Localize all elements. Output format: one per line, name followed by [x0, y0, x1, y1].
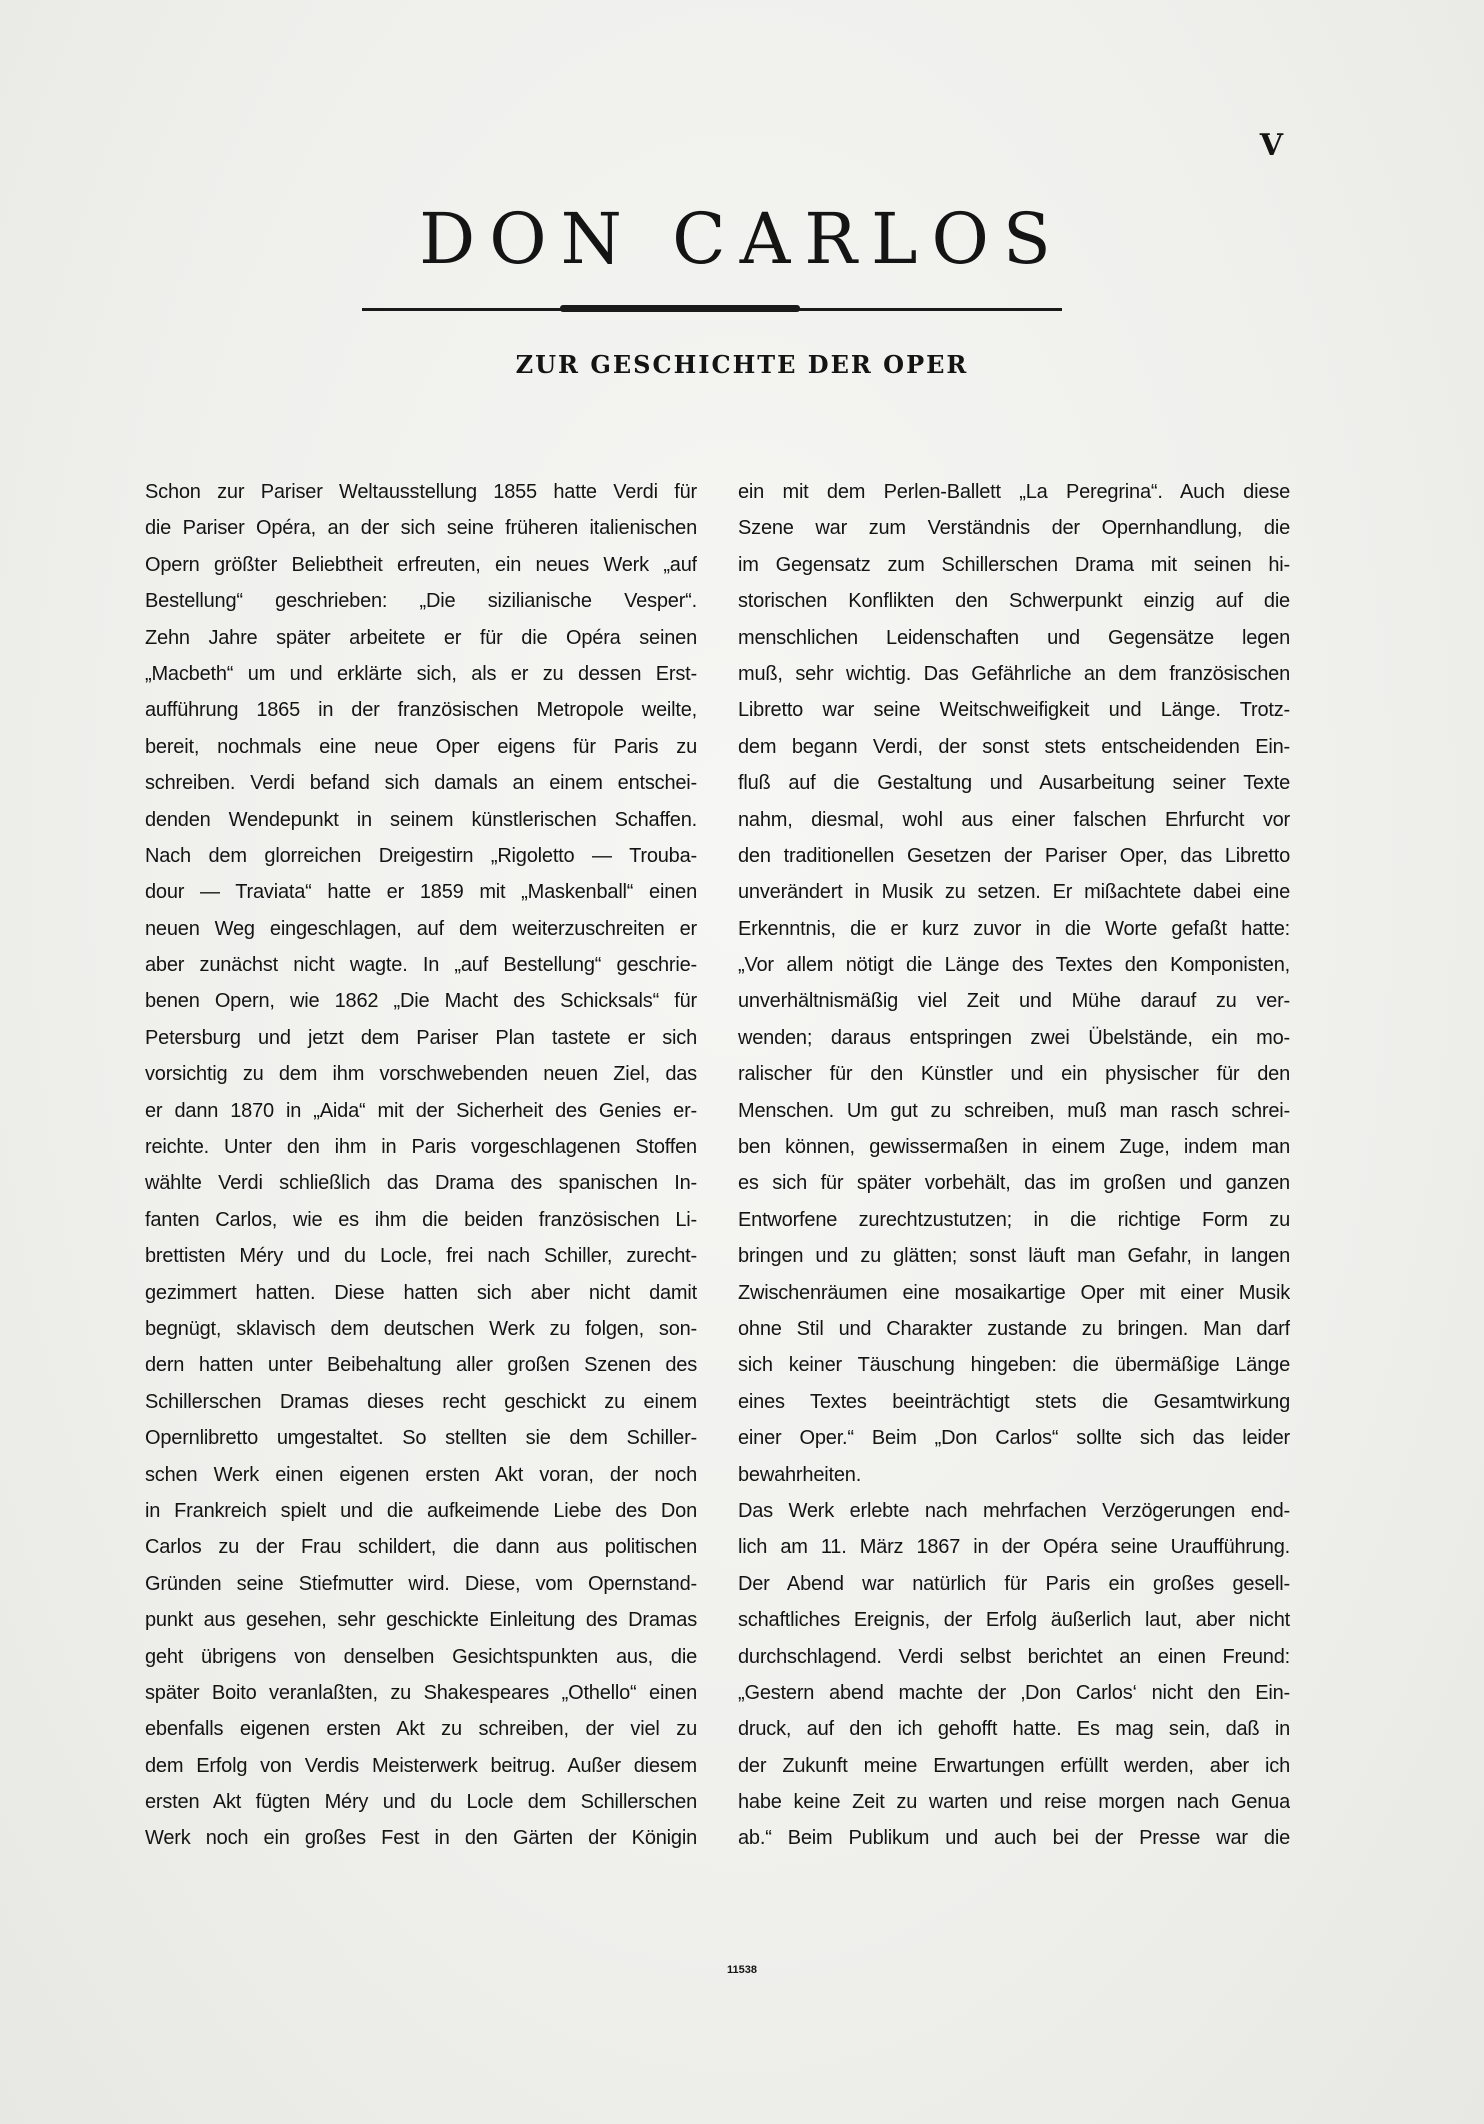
text-line: storischen Konflikten den Schwerpunkt einzig auf die [738, 590, 1290, 613]
right-column [738, 474, 1290, 1857]
text-line: ebenfalls eigenen ersten Akt zu schreiben, der viel zu [145, 1718, 697, 1741]
text-line: gezimmert hatten. Diese hatten sich aber nicht damit [145, 1281, 697, 1304]
text-line: Libretto war seine Weitschweifigkeit und Länge. Trotz- [738, 699, 1290, 722]
text-line: Bestellung“ geschrieben: „Die sizilianische Vesper“. [145, 590, 697, 613]
text-line: Szene war zum Verständnis der Opernhandlung, die [738, 517, 1290, 540]
text-line: schen Werk einen eigenen ersten Akt voran, der noch [145, 1463, 697, 1486]
text-line: lich am 11. März 1867 in der Opéra seine Uraufführung. [738, 1536, 1290, 1559]
text-line: ohne Stil und Charakter zustande zu bringen. Man darf [738, 1317, 1290, 1340]
text-line: die Pariser Opéra, an der sich seine früheren italienischen [145, 517, 697, 540]
text-line: denden Wendepunkt in seinem künstlerischen Schaffen. [145, 808, 697, 831]
text-line: brettisten Méry und du Locle, frei nach Schiller, zurecht- [145, 1245, 697, 1268]
text-line: eines Textes beeinträchtigt stets die Gesamtwirkung [738, 1390, 1290, 1413]
text-line: schaftliches Ereignis, der Erfolg äußerlich laut, aber nicht [738, 1609, 1290, 1632]
text-line: wählte Verdi schließlich das Drama des spanischen In- [145, 1172, 697, 1195]
text-line: dour — Traviata“ hatte er 1859 mit „Maskenball“ einen [145, 881, 697, 904]
text-line: ab.“ Beim Publikum und auch bei der Presse war die [738, 1827, 1290, 1850]
text-line: den traditionellen Gesetzen der Pariser Oper, das Libretto [738, 844, 1290, 867]
text-line: wenden; daraus entspringen zwei Übelstände, ein mo- [738, 1026, 1290, 1049]
text-line: begnügt, sklavisch dem deutschen Werk zu folgen, son- [145, 1317, 697, 1340]
text-line: reichte. Unter den ihm in Paris vorgeschlagenen Stoffen [145, 1136, 697, 1159]
text-line: Opernlibretto umgestaltet. So stellten sie dem Schiller- [145, 1427, 697, 1450]
text-line: Opern größter Beliebtheit erfreuten, ein neues Werk „auf [145, 553, 697, 576]
text-line: der Zukunft meine Erwartungen erfüllt werden, aber ich [738, 1754, 1290, 1777]
text-line: Gründen seine Stiefmutter wird. Diese, vom Opernstand- [145, 1572, 697, 1595]
text-line: Der Abend war natürlich für Paris ein großes gesell- [738, 1572, 1290, 1595]
text-line: unverhältnismäßig viel Zeit und Mühe darauf zu ver- [738, 990, 1290, 1013]
text-line: ein mit dem Perlen-Ballett „La Peregrina“. Auch diese [738, 481, 1290, 503]
text-line: Nach dem glorreichen Dreigestirn „Rigoletto — Trouba- [145, 844, 697, 867]
text-line: Das Werk erlebte nach mehrfachen Verzögerungen end- [738, 1499, 1290, 1522]
text-line: geht übrigens von denselben Gesichtspunkten aus, die [145, 1645, 697, 1668]
text-line: dem begann Verdi, der sonst stets entscheidenden Ein- [738, 735, 1290, 758]
text-line: neuen Weg eingeschlagen, auf dem weiterzuschreiten er [145, 917, 697, 940]
text-line: ersten Akt fügten Méry und du Locle dem Schillerschen [145, 1791, 697, 1814]
text-line: bewahrheiten. [738, 1463, 862, 1486]
text-line: „Macbeth“ um und erklärte sich, als er zu dessen Erst- [145, 662, 697, 685]
text-line: dern hatten unter Beibehaltung aller großen Szenen des [145, 1354, 697, 1377]
text-line: ben können, gewissermaßen in einem Zuge, indem man [738, 1136, 1290, 1159]
text-line: vorsichtig zu dem ihm vorschwebenden neuen Ziel, das [145, 1063, 697, 1086]
text-line: sich keiner Täuschung hingeben: die übermäßige Länge [738, 1354, 1290, 1377]
footer-number: 11538 [727, 1964, 757, 1976]
text-line: Zehn Jahre später arbeitete er für die Opéra seinen [145, 626, 697, 649]
text-line: benen Opern, wie 1862 „Die Macht des Schicksals“ für [145, 990, 697, 1013]
section-subtitle: ZUR GESCHICHTE DER OPER [515, 350, 969, 379]
text-line: druck, auf den ich gehofft hatte. Es mag sein, daß in [738, 1718, 1290, 1741]
text-line: durchschlagend. Verdi selbst berichtet an einen Freund: [738, 1645, 1290, 1668]
text-line: einer Oper.“ Beim „Don Carlos“ sollte sich das leider [738, 1427, 1290, 1450]
text-line: Schon zur Pariser Weltausstellung 1855 hatte Verdi für [145, 481, 697, 503]
text-line: Carlos zu der Frau schildert, die dann aus politischen [145, 1536, 697, 1559]
text-line: unverändert in Musik zu setzen. Er mißachtete dabei eine [738, 881, 1290, 904]
text-line: aufführung 1865 in der französischen Metropole weilte, [145, 699, 697, 722]
text-line: dem Erfolg von Verdis Meisterwerk beitrug. Außer diesem [145, 1754, 697, 1777]
title-rule-accent [560, 305, 800, 312]
text-line: Werk noch ein großes Fest in den Gärten der Königin [145, 1827, 697, 1850]
text-line: schreiben. Verdi befand sich damals an einem entschei- [145, 772, 697, 795]
text-line: „Vor allem nötigt die Länge des Textes den Komponisten, [738, 954, 1290, 977]
text-line: fanten Carlos, wie es ihm die beiden französischen Li- [145, 1208, 697, 1231]
text-line: aber zunächst nicht wagte. In „auf Bestellung“ geschrie- [145, 954, 697, 977]
text-line: bereit, nochmals eine neue Oper eigens für Paris zu [145, 735, 697, 758]
text-line: Entworfene zurechtzustutzen; in die richtige Form zu [738, 1208, 1290, 1231]
text-line: Schillerschen Dramas dieses recht geschickt zu einem [145, 1390, 697, 1413]
text-line: nahm, diesmal, wohl aus einer falschen Ehrfurcht vor [738, 808, 1290, 831]
text-line: in Frankreich spielt und die aufkeimende Liebe des Don [145, 1499, 697, 1522]
text-line: es sich für später vorbehält, das im großen und ganzen [738, 1172, 1290, 1195]
text-line: „Gestern abend machte der ‚Don Carlos‘ nicht den Ein- [738, 1681, 1290, 1704]
text-line: habe keine Zeit zu warten und reise morgen nach Genua [738, 1791, 1290, 1814]
text-line: Petersburg und jetzt dem Pariser Plan tastete er sich [145, 1026, 697, 1049]
text-line: muß, sehr wichtig. Das Gefährliche an dem französischen [738, 662, 1290, 685]
text-line: ralischer für den Künstler und ein physischer für den [738, 1063, 1290, 1086]
text-line: Erkenntnis, die er kurz zuvor in die Worte gefaßt hatte: [738, 917, 1290, 940]
left-column [145, 474, 697, 1857]
text-line: menschlichen Leidenschaften und Gegensätze legen [738, 626, 1290, 649]
page-number: V [1259, 128, 1284, 163]
text-line: bringen und zu glätten; sonst läuft man Gefahr, in langen [738, 1245, 1290, 1268]
page-title: DON CARLOS [419, 198, 1065, 280]
text-line: Zwischenräumen eine mosaikartige Oper mit einer Musik [738, 1281, 1290, 1304]
text-line: im Gegensatz zum Schillerschen Drama mit seinen hi- [738, 553, 1290, 576]
text-line: punkt aus gesehen, sehr geschickte Einleitung des Dramas [145, 1609, 697, 1632]
text-line: fluß auf die Gestaltung und Ausarbeitung seiner Texte [738, 772, 1290, 795]
text-line: Menschen. Um gut zu schreiben, muß man rasch schrei- [738, 1099, 1290, 1122]
text-line: er dann 1870 in „Aida“ mit der Sicherheit des Genies er- [145, 1099, 697, 1122]
text-line: später Boito veranlaßten, zu Shakespeares „Othello“ einen [145, 1681, 697, 1704]
